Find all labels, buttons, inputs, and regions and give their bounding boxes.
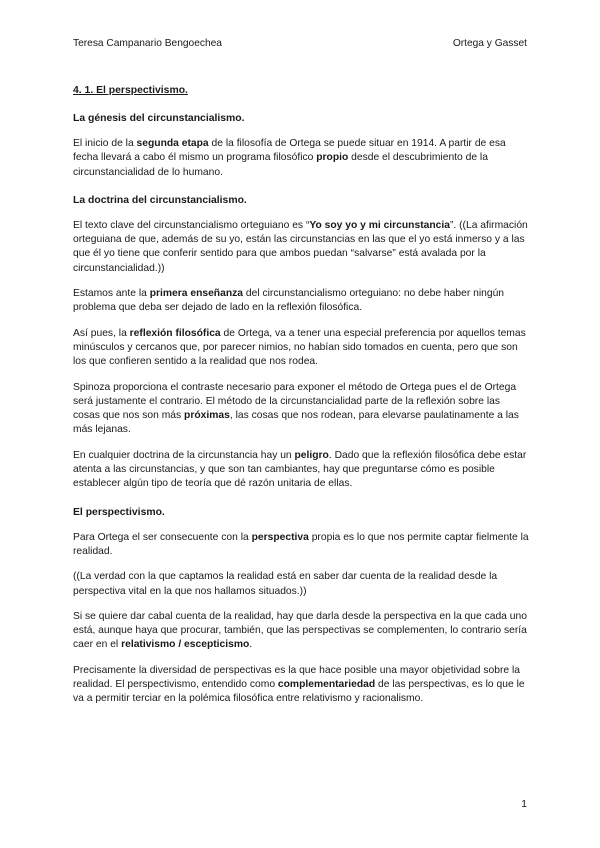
bold-term: perspectiva xyxy=(251,531,309,543)
paragraph-doctrina-3 xyxy=(73,327,529,370)
paragraph-doctrina-1 xyxy=(73,219,529,276)
bold-term: próximas xyxy=(184,410,230,422)
text-run: El texto clave del circunstancialismo orteguiano es “ xyxy=(73,219,310,231)
page-number: 1 xyxy=(521,799,527,810)
page-header xyxy=(73,37,527,51)
text-run: En cualquier doctrina de la circunstancia hay un xyxy=(73,449,295,461)
paragraph-perspectivismo-1 xyxy=(73,531,529,560)
text-run: Precisamente la diversidad de perspectivas es la que hace posible una mayor objetividad sobre la realidad. El perspectivismo, entendido como xyxy=(73,664,521,691)
bold-term: complementariedad xyxy=(277,679,376,691)
text-run: de las perspectivas, es lo que le va a permitir terciar en la polémica filosófica entre relativismo y racionalismo. xyxy=(73,679,525,705)
text-run: ”. ((La afirmación orteguiana de que, además de su yo, están las circunstancias en las que el yo está inmerso y a las que él yo tiene que conferir sentido para que ambos puedan “salvarse” está avalada por la circunstancialidad.)) xyxy=(73,219,528,274)
paragraph-perspectivismo-3 xyxy=(73,610,529,653)
bold-term: peligro xyxy=(294,449,329,461)
bold-term: primera enseñanza xyxy=(149,288,243,300)
text-run: desde el descubrimiento de la circunstancialidad de lo humano. xyxy=(73,152,488,178)
bold-term: propio xyxy=(316,152,349,164)
text-run: de Ortega, va a tener una especial preferencia por aquellos temas minúsculos y cercanos que, por parecer nimios, no habían sido tomados en cuenta, pero que son los que confieren sentido a la realidad que nos rodea. xyxy=(73,327,526,368)
bold-term: reflexión filosófica xyxy=(129,327,221,339)
heading-doctrina: La doctrina del circunstancialismo. xyxy=(73,194,247,206)
bold-term: relativismo / escepticismo xyxy=(121,639,250,651)
text-run: El inicio de la xyxy=(73,138,137,149)
paragraph-doctrina-2 xyxy=(73,287,529,316)
header-author: Teresa Campanario Bengoechea xyxy=(73,38,222,49)
header-subject: Ortega y Gasset xyxy=(452,38,527,49)
text-run: Si se quiere dar cabal cuenta de la realidad, hay que darla desde la perspectiva en la que cada uno está, aunque haya que procurar, también, que las perspectivas se complementen, lo contrario sería caer en el xyxy=(73,610,527,651)
text-run: . Dado que la reflexión filosófica debe estar atenta a las circunstancias, y que son tan cambiantes, hay que preguntarse cómo es posible establecer algún tipo de teoría que dé razón unitaria de ellas. xyxy=(73,449,527,490)
heading-perspectivismo: El perspectivismo. xyxy=(73,506,165,518)
paragraph-perspectivismo-2: ((La verdad con la que captamos la realidad está en saber dar cuenta de la realidad desde la perspectiva vital en la que nos hallamos situados.)) xyxy=(73,571,498,597)
text-run: , las cosas que nos rodean, para elevarse paulatinamente a las más lejanas. xyxy=(73,410,519,436)
paragraph-doctrina-5 xyxy=(73,449,529,492)
document-body xyxy=(73,84,529,707)
paragraph-doctrina-4 xyxy=(73,381,529,438)
heading-genesis: La génesis del circunstancialismo. xyxy=(73,113,245,124)
text-run: Estamos ante la xyxy=(73,288,150,300)
bold-term: segunda etapa xyxy=(136,138,209,149)
paragraph-genesis-1 xyxy=(73,137,529,180)
paragraph-perspectivismo-4 xyxy=(73,664,529,707)
text-run: Así pues, la xyxy=(73,327,130,339)
text-run: de la filosofía de Ortega se puede situar en 1914. A partir de esa fecha llevará a cabo él mismo un programa filosófico xyxy=(73,138,506,164)
text-run: Spinoza proporciona el contraste necesario para exponer el método de Ortega pues el de Ortega será justamente el contrario. El método de la circunstancialidad parte de la reflexión sobre las cosas que nos son más xyxy=(73,381,517,422)
text-run: del circunstancialismo orteguiano: no debe haber ningún problema que deba ser dejado de lado en la reflexión filosófica. xyxy=(73,288,505,314)
section-title: 4. 1. El perspectivismo. xyxy=(73,85,188,96)
bold-term: Yo soy yo y mi circunstancia xyxy=(309,219,450,231)
text-run: . xyxy=(249,639,253,651)
text-run: Para Ortega el ser consecuente con la xyxy=(73,531,252,543)
text-run: propia es lo que nos permite captar fielmente la realidad. xyxy=(73,531,529,557)
